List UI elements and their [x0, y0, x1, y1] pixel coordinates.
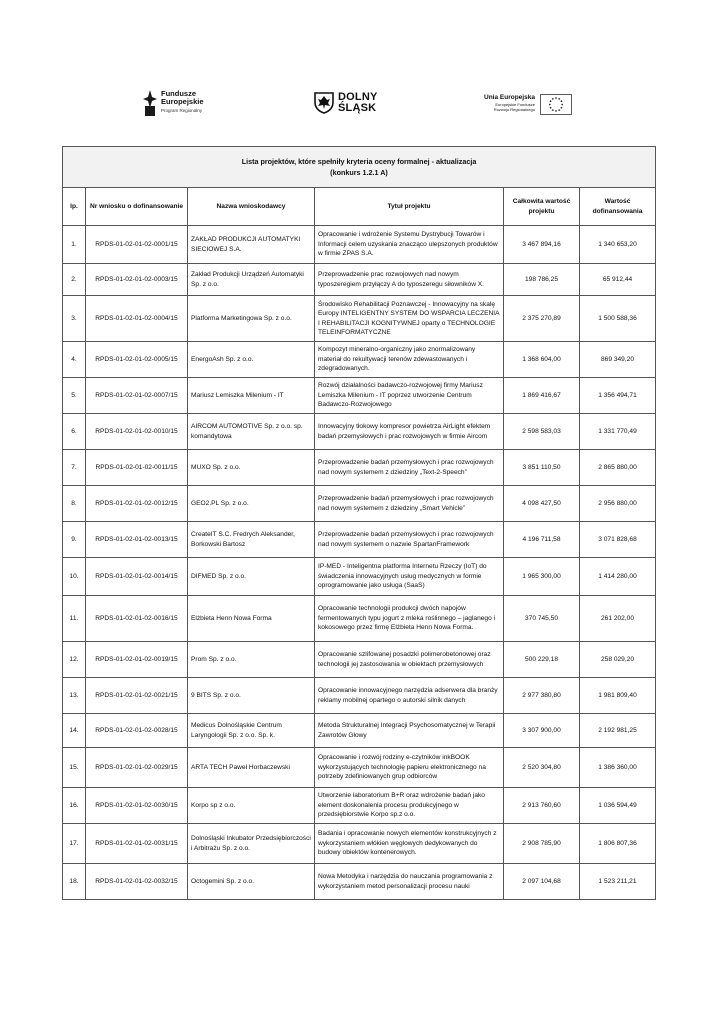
cell-application-number: RPDS-01-02-01-02-0010/15 — [86, 414, 188, 450]
cell-applicant: MUXO Sp. z o.o. — [188, 450, 315, 486]
fundusze-europejskie-logo — [143, 90, 204, 116]
ue-line2: Europejskie Fundusze — [495, 102, 535, 107]
cell-lp: 13. — [63, 678, 86, 714]
table-row — [63, 642, 656, 678]
cell-grant-value: 1 386 360,00 — [580, 748, 656, 788]
eagle-shield-icon — [314, 92, 334, 114]
cell-application-number: RPDS-01-02-01-02-0032/15 — [86, 864, 188, 900]
col-header-title: Tytuł projektu — [315, 188, 504, 226]
cell-lp: 1. — [63, 226, 86, 264]
cell-grant-value: 261 202,00 — [580, 596, 656, 642]
cell-applicant: AIRCOM AUTOMOTIVE Sp. z o.o. sp. komandytowa — [188, 414, 315, 450]
cell-application-number: RPDS-01-02-01-02-0021/15 — [86, 678, 188, 714]
table-row — [63, 486, 656, 522]
cell-total-value: 2 097 104,68 — [504, 864, 580, 900]
cell-applicant: Prom Sp. z o.o. — [188, 642, 315, 678]
table-row — [63, 748, 656, 788]
cell-grant-value: 3 071 828,68 — [580, 522, 656, 558]
cell-total-value: 3 307 900,00 — [504, 714, 580, 748]
cell-project-title: Utworzenie laboratorium B+R oraz wdrożenie badań jako element doskonalenia procesu produkcyjnego w przedsiębiorstwie Korpo sp.z o.o. — [315, 788, 504, 824]
table-row — [63, 378, 656, 414]
cell-project-title: Rozwój działalności badawczo-rozwojowej firmy Mariusz Lemiszka Milenium - IT poprzez utworzenie Centrum Badawczo-Rozwojowego — [315, 378, 504, 414]
cell-applicant: Octogemini Sp. z o.o. — [188, 864, 315, 900]
cell-project-title: Kompozyt mineralno-organiczny jako znormalizowany materiał do rekultywacji terenów zdewastowanych i zdegradowanych. — [315, 342, 504, 378]
cell-grant-value: 1 331 770,49 — [580, 414, 656, 450]
col-header-total: Całkowita wartość projektu — [504, 188, 580, 226]
cell-grant-value: 2 956 880,00 — [580, 486, 656, 522]
ds-line2: ŚLĄSK — [338, 102, 377, 114]
cell-application-number: RPDS-01-02-01-02-0014/15 — [86, 558, 188, 596]
cell-grant-value: 65 912,44 — [580, 264, 656, 296]
table-row — [63, 714, 656, 748]
cell-total-value: 370 745,50 — [504, 596, 580, 642]
cell-total-value: 2 977 380,80 — [504, 678, 580, 714]
cell-lp: 10. — [63, 558, 86, 596]
table-row — [63, 558, 656, 596]
cell-lp: 2. — [63, 264, 86, 296]
col-header-grant: Wartość dofinansowania — [580, 188, 656, 226]
cell-total-value: 1 965 300,00 — [504, 558, 580, 596]
cell-total-value: 2 913 760,60 — [504, 788, 580, 824]
cell-total-value: 3 851 110,50 — [504, 450, 580, 486]
table-row — [63, 678, 656, 714]
cell-grant-value: 1 036 594,49 — [580, 788, 656, 824]
cell-application-number: RPDS-01-02-01-02-0007/15 — [86, 378, 188, 414]
cell-applicant: GEO2.PL Sp. z o.o. — [188, 486, 315, 522]
cell-project-title: Przeprowadzenie badań przemysłowych i prac rozwojowych nad nowym systemem z dziedziny „Text-2-Speech” — [315, 450, 504, 486]
cell-grant-value: 2 865 880,00 — [580, 450, 656, 486]
cell-project-title: Przeprowadzenie prac rozwojowych nad nowym typoszeregiem przyłączy A do typoszeregu siłowników X. — [315, 264, 504, 296]
eu-flag-icon — [540, 94, 572, 115]
cell-total-value: 1 869 416,67 — [504, 378, 580, 414]
cell-grant-value: 258 029,20 — [580, 642, 656, 678]
cell-project-title: Opracowanie innowacyjnego narzędzia adserwera dla branży reklamy mobilnej opartego o autorski silnik danych — [315, 678, 504, 714]
cell-project-title: Opracowanie i wdrożenie Systemu Dystrybucji Towarów i Informacji celem uzyskania znacząco ulepszonych produktów w firmie ZPAS S.A. — [315, 226, 504, 264]
cell-application-number: RPDS-01-02-01-02-0019/15 — [86, 642, 188, 678]
cell-application-number: RPDS-01-02-01-02-0028/15 — [86, 714, 188, 748]
cell-applicant: ZAKŁAD PRODUKCJI AUTOMATYKI SIECIOWEJ S.A. — [188, 226, 315, 264]
cell-project-title: Nowa Metodyka i narzędzia do nauczania programowania z wykorzystaniem metod personalizacji procesu nauki — [315, 864, 504, 900]
cell-total-value: 1 368 604,00 — [504, 342, 580, 378]
cell-total-value: 500 229,18 — [504, 642, 580, 678]
cell-applicant: Elżbieta Henn Nowa Forma — [188, 596, 315, 642]
cell-application-number: RPDS-01-02-01-02-0031/15 — [86, 824, 188, 864]
cell-project-title: IP-MED - Inteligentna platforma Internetu Rzeczy (IoT) do świadczenia innowacyjnych usług medycznych w formie oprogramowanie jako usługa (SaaS) — [315, 558, 504, 596]
cell-applicant: Korpo sp z o.o. — [188, 788, 315, 824]
cell-project-title: Przeprowadzenie badań przemysłowych i prac rozwojowych nad nowym systemem z dziedziny „Smart Vehicle” — [315, 486, 504, 522]
ds-line1: DOLNY — [338, 91, 378, 103]
table-title — [63, 147, 656, 188]
cell-application-number: RPDS-01-02-01-02-0011/15 — [86, 450, 188, 486]
cell-total-value: 4 098 427,50 — [504, 486, 580, 522]
cell-lp: 16. — [63, 788, 86, 824]
cell-total-value: 4 196 711,58 — [504, 522, 580, 558]
cell-lp: 18. — [63, 864, 86, 900]
ue-line3: Rozwoju Regionalnego — [493, 107, 535, 112]
cell-grant-value: 1 414 280,00 — [580, 558, 656, 596]
table-row — [63, 296, 656, 342]
cell-total-value: 198 786,25 — [504, 264, 580, 296]
cell-total-value: 3 467 894,16 — [504, 226, 580, 264]
table-row — [63, 450, 656, 486]
cell-project-title: Metoda Strukturalnej Integracji Psychosomatycznej w Terapii Zawrotów Głowy — [315, 714, 504, 748]
cell-application-number: RPDS-01-02-01-02-0012/15 — [86, 486, 188, 522]
cell-grant-value: 1 340 653,20 — [580, 226, 656, 264]
cell-applicant: Medicus Dolnośląskie Centrum Laryngologii Sp. z o.o. Sp. k. — [188, 714, 315, 748]
cell-lp: 8. — [63, 486, 86, 522]
cell-lp: 11. — [63, 596, 86, 642]
col-header-lp: lp. — [63, 188, 86, 226]
cell-total-value: 2 520 304,80 — [504, 748, 580, 788]
cell-application-number: RPDS-01-02-01-02-0005/15 — [86, 342, 188, 378]
cell-application-number: RPDS-01-02-01-02-0004/15 — [86, 296, 188, 342]
cell-grant-value: 1 523 211,21 — [580, 864, 656, 900]
col-header-name: Nazwa wnioskodawcy — [188, 188, 315, 226]
cell-project-title: Opracowanie i rozwój rodziny e-czytników inkBOOK wykorzystujących technologię papieru elektronicznego na potrzeby zdefiniowanych grup odbiorców — [315, 748, 504, 788]
ue-line1: Unia Europejska — [484, 94, 535, 101]
fe-star-icon — [143, 90, 157, 116]
cell-applicant: EnergoAsh Sp. z o.o. — [188, 342, 315, 378]
table-row — [63, 522, 656, 558]
cell-application-number: RPDS-01-02-01-02-0030/15 — [86, 788, 188, 824]
cell-project-title: Opracowanie szlifowanej posadzki polimerobetonowej oraz technologii jej zastosowania w obiektach przemysłowych — [315, 642, 504, 678]
fe-line1: Fundusze — [161, 89, 196, 98]
cell-applicant: DIFMED Sp. z o.o. — [188, 558, 315, 596]
cell-lp: 15. — [63, 748, 86, 788]
table-row — [63, 788, 656, 824]
cell-lp: 5. — [63, 378, 86, 414]
table-row — [63, 596, 656, 642]
cell-total-value: 2 598 583,03 — [504, 414, 580, 450]
table-row — [63, 824, 656, 864]
cell-lp: 6. — [63, 414, 86, 450]
col-header-nr: Nr wniosku o dofinansowanie — [86, 188, 188, 226]
cell-applicant: Mariusz Lemiszka Milenium - IT — [188, 378, 315, 414]
cell-lp: 3. — [63, 296, 86, 342]
cell-total-value: 2 375 270,89 — [504, 296, 580, 342]
cell-applicant: Dolnośląski Inkubator Przedsiębiorczości i Arbitrażu Sp. z o.o. — [188, 824, 315, 864]
cell-grant-value: 2 192 981,25 — [580, 714, 656, 748]
cell-applicant: Zakład Produkcji Urządzeń Automatyki Sp. z o.o. — [188, 264, 315, 296]
cell-project-title: Innowacyjny tłokowy kompresor powietrza AirLight efektem badań przemysłowych i prac rozwojowych w firmie Aircom — [315, 414, 504, 450]
cell-grant-value: 1 356 494,71 — [580, 378, 656, 414]
table-row — [63, 264, 656, 296]
table-row — [63, 864, 656, 900]
table-title-line1: Lista projektów, które spełniły kryteria oceny formalnej - aktualizacja — [241, 157, 477, 166]
cell-applicant: 9 BITS Sp. z o.o. — [188, 678, 315, 714]
fe-line2: Europejskie — [161, 97, 204, 106]
projects-table — [62, 146, 656, 900]
cell-project-title: Badania i opracowanie nowych elementów konstrukcyjnych z wykorzystaniem włókien węglowych dedykowanych do budowy obiektów kontenerowych. — [315, 824, 504, 864]
cell-lp: 14. — [63, 714, 86, 748]
table-row — [63, 342, 656, 378]
cell-project-title: Przeprowadzenie badań przemysłowych i prac rozwojowych nad nowym systemem o nazwie SpartanFramework — [315, 522, 504, 558]
table-title-line2: (konkurs 1.2.1 A) — [330, 168, 388, 177]
cell-applicant: CreateIT S.C. Fredrych Aleksander, Borkowski Bartosz — [188, 522, 315, 558]
cell-application-number: RPDS-01-02-01-02-0013/15 — [86, 522, 188, 558]
fe-line3: Program Regionalny — [161, 108, 203, 113]
cell-project-title: Opracowanie technologii produkcji dwóch napojów fermentowanych typu jogurt z mleka roślinnego – jaglanego i kokosowego przez firmę Elżbieta Henn Nowa Forma. — [315, 596, 504, 642]
cell-application-number: RPDS-01-02-01-02-0001/15 — [86, 226, 188, 264]
cell-project-title: Środowisko Rehabilitacji Poznawczej - Innowacyjny na skalę Europy INTELIGENTNY SYSTEM DO WSPARCIA LECZENIA I REHABILITACJI KOGNITYWNEJ oparty o TECHNOLOGIE TELEINFORMATYCZNE — [315, 296, 504, 342]
dolny-slask-logo — [314, 92, 378, 114]
cell-application-number: RPDS-01-02-01-02-0029/15 — [86, 748, 188, 788]
table-row — [63, 226, 656, 264]
logo-bar — [0, 88, 725, 122]
cell-lp: 12. — [63, 642, 86, 678]
cell-applicant: ARTA TECH Paweł Horbaczewski — [188, 748, 315, 788]
cell-application-number: RPDS-01-02-01-02-0016/15 — [86, 596, 188, 642]
cell-application-number: RPDS-01-02-01-02-0003/15 — [86, 264, 188, 296]
cell-total-value: 2 908 785,90 — [504, 824, 580, 864]
cell-applicant: Platforma Marketingowa Sp. z o.o. — [188, 296, 315, 342]
cell-grant-value: 1 500 588,36 — [580, 296, 656, 342]
cell-grant-value: 1 806 807,36 — [580, 824, 656, 864]
cell-lp: 4. — [63, 342, 86, 378]
cell-lp: 9. — [63, 522, 86, 558]
cell-grant-value: 869 349,20 — [580, 342, 656, 378]
cell-lp: 17. — [63, 824, 86, 864]
cell-grant-value: 1 981 809,40 — [580, 678, 656, 714]
table-row — [63, 414, 656, 450]
cell-lp: 7. — [63, 450, 86, 486]
unia-europejska-logo — [484, 94, 572, 115]
